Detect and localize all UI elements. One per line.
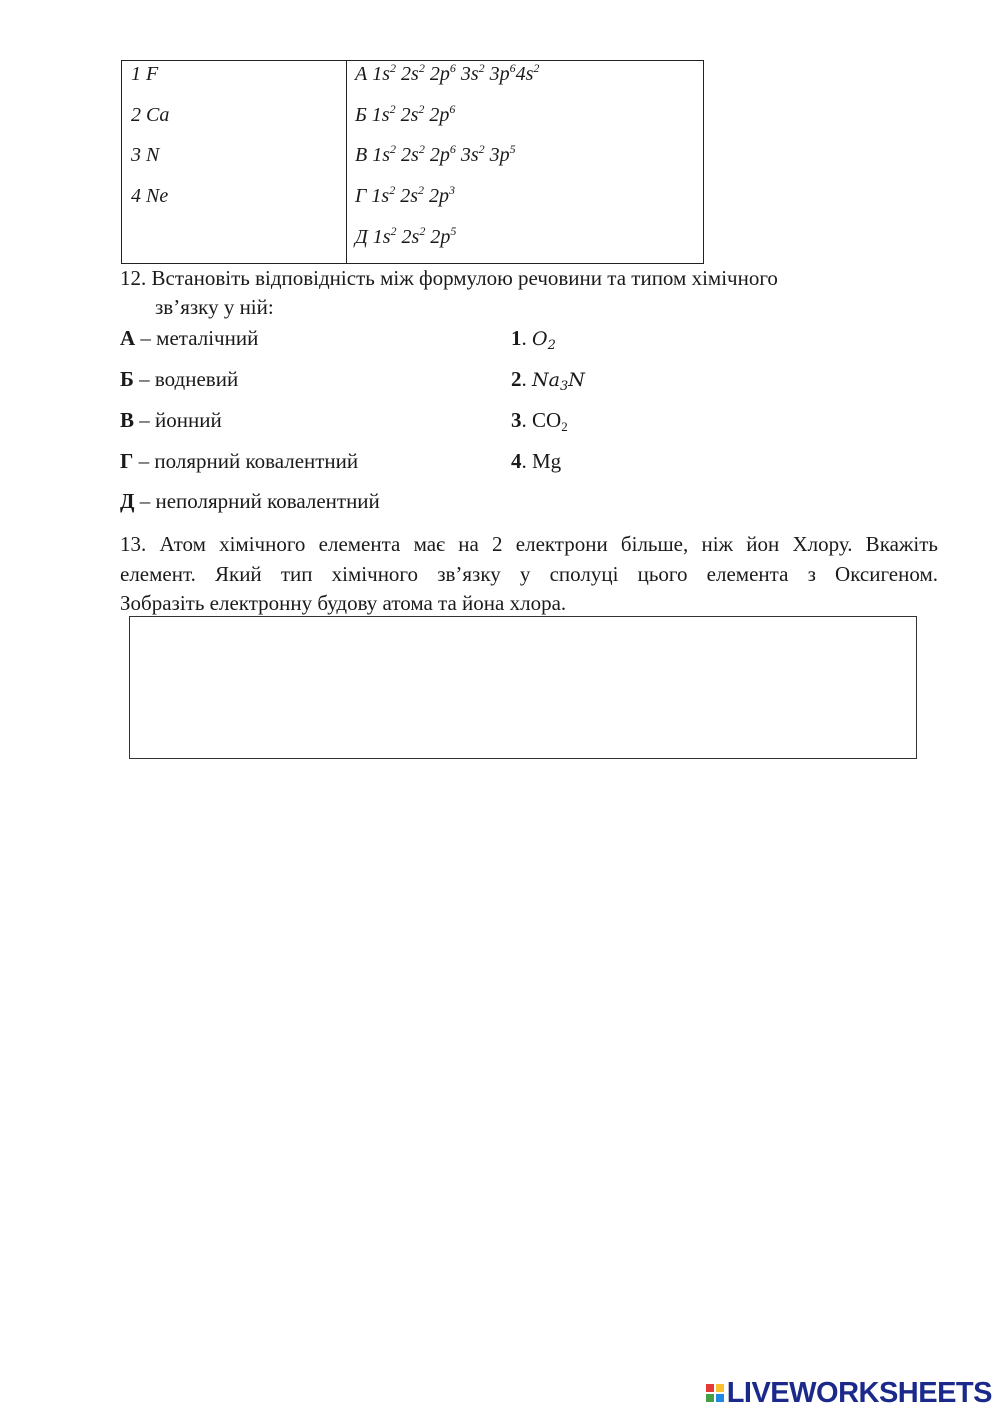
option-key: В — [120, 408, 135, 432]
logo-text: LIVEWORKSHEETS — [726, 1376, 992, 1409]
option-letter: Д — [355, 226, 373, 248]
electron-count: 5 — [509, 142, 516, 156]
orbital: 1s — [372, 226, 391, 248]
orbital: 2s — [401, 63, 419, 85]
option-key: 4 — [511, 449, 522, 473]
configurations-column — [347, 61, 703, 263]
formula-option: 3. $CO_2$ — [511, 408, 568, 434]
orbital: 2s — [401, 144, 419, 166]
orbital: 1s — [372, 63, 391, 85]
electron-count: 2 — [390, 142, 397, 156]
element-item: 3 N — [131, 144, 160, 166]
orbital: 3s — [460, 144, 479, 166]
logo-square — [706, 1384, 714, 1392]
configuration-item — [355, 104, 455, 127]
electron-count: 2 — [418, 142, 425, 156]
element-item: 1 F — [131, 63, 159, 85]
electron-count: 2 — [419, 224, 426, 238]
option-key: А — [120, 326, 136, 350]
formula-option: 2. $Na_3N$ — [511, 367, 585, 394]
electron-count: 2 — [533, 61, 540, 75]
orbital: 3p — [489, 63, 510, 85]
orbital: 2p — [428, 185, 449, 207]
question-13-prompt — [120, 530, 938, 619]
formula: $Na_3N$ — [532, 369, 585, 394]
bond-type-option — [120, 326, 258, 351]
orbital: 2p — [429, 144, 450, 166]
logo-square — [706, 1394, 714, 1402]
option-key: 3 — [511, 408, 522, 432]
formula: Mg — [532, 449, 562, 473]
orbital: 2s — [400, 104, 419, 126]
configuration-item — [355, 63, 539, 86]
option-letter: Г — [355, 185, 372, 207]
orbital: 2p — [430, 226, 451, 248]
question-12-prompt-continued: зв’язку у ній: — [155, 295, 274, 319]
formula-option: 4. Mg — [511, 449, 562, 473]
electron-count: 2 — [389, 102, 396, 116]
question-13-line: Зобразіть електронну будову атома та йона хлора. — [120, 591, 567, 615]
configuration-item — [355, 226, 456, 249]
matching-table — [121, 60, 704, 264]
formula-option: 1. $O_2$ — [511, 326, 556, 353]
electron-count: 6 — [449, 61, 456, 75]
liveworksheets-logo — [706, 1376, 992, 1410]
electron-count: 6 — [449, 142, 456, 156]
option-key: 2 — [511, 367, 522, 391]
orbital: 2s — [400, 185, 418, 207]
electron-count: 5 — [450, 224, 457, 238]
orbital: 3s — [460, 63, 479, 85]
option-text: – полярний ковалентний — [133, 449, 359, 473]
option-text: – водневий — [133, 367, 239, 391]
formula: $CO_2$ — [532, 408, 568, 434]
electron-count: 2 — [390, 61, 397, 75]
question-13-line: елемент. Який тип хімічного зв’язку у сполуці цього елемента з Оксигеном. — [120, 561, 938, 586]
electron-count: 2 — [478, 61, 485, 75]
electron-count: 6 — [449, 102, 456, 116]
electron-count: 6 — [509, 61, 516, 75]
option-text: – металічний — [135, 326, 259, 350]
orbital: 4s — [515, 63, 534, 85]
option-text: – йонний — [134, 408, 222, 432]
configuration-item — [355, 144, 516, 167]
logo-square — [716, 1384, 724, 1392]
option-letter: А — [355, 63, 373, 85]
electron-count: 2 — [389, 183, 396, 197]
orbital: 1s — [371, 104, 390, 126]
option-text: – неполярний ковалентний — [134, 489, 380, 513]
configuration-item — [355, 185, 455, 208]
option-letter: В — [355, 144, 373, 166]
option-key: Б — [120, 367, 134, 391]
question-13-line: 13. Атом хімічного елемента має на 2 електрони більше, ніж йон Хлору. Вкажіть — [120, 532, 938, 556]
orbital: 3p — [489, 144, 510, 166]
bond-type-option — [120, 408, 222, 433]
orbital: 1s — [371, 185, 390, 207]
orbital: 2p — [429, 104, 450, 126]
electron-count: 2 — [418, 102, 425, 116]
logo-icon — [706, 1384, 724, 1402]
electron-count: 2 — [478, 142, 485, 156]
electron-count: 2 — [418, 61, 425, 75]
answer-text-area[interactable] — [129, 616, 917, 759]
option-letter: Б — [355, 104, 372, 126]
bond-type-option — [120, 367, 238, 392]
option-key: Д — [120, 489, 135, 513]
orbital: 2p — [429, 63, 450, 85]
electron-count: 3 — [448, 183, 455, 197]
option-key: Г — [120, 449, 134, 473]
orbital: 1s — [372, 144, 391, 166]
elements-column — [122, 61, 347, 263]
electron-count: 2 — [390, 224, 397, 238]
formula: $O_2$ — [532, 328, 556, 353]
electron-count: 2 — [417, 183, 424, 197]
element-item: 2 Ca — [131, 104, 170, 126]
option-key: 1 — [511, 326, 522, 350]
logo-square — [716, 1394, 724, 1402]
orbital: 2s — [401, 226, 420, 248]
question-12-prompt: 12. Встановіть відповідність між формулою речовини та типом хімічного — [120, 266, 778, 290]
element-item: 4 Ne — [131, 185, 169, 207]
bond-type-option — [120, 489, 380, 514]
bond-type-option — [120, 449, 358, 474]
